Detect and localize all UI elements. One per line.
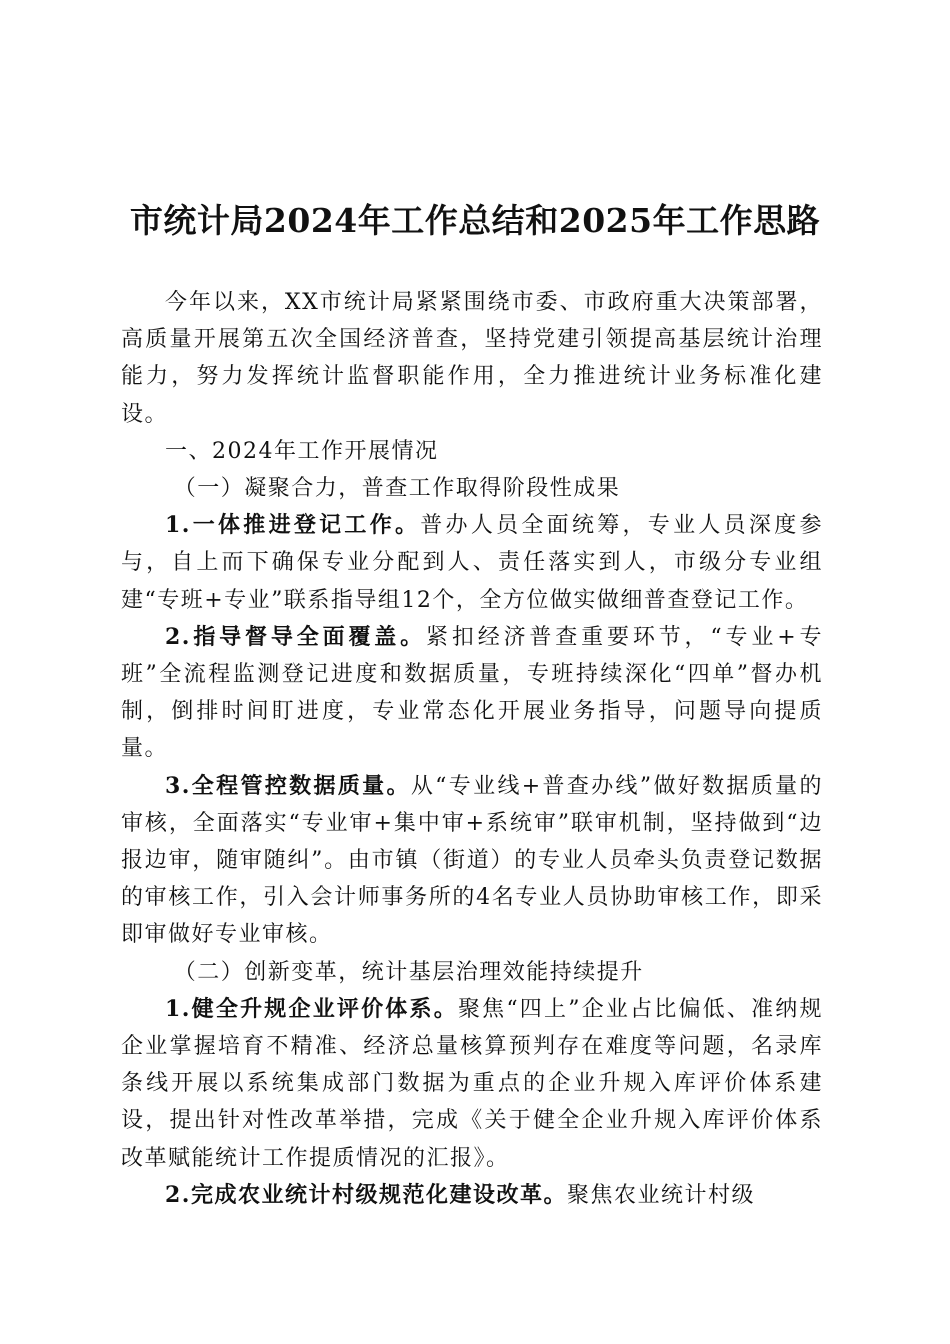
subsection-heading-2: （二）创新变革，统计基层治理效能持续提升	[173, 959, 644, 985]
item-text: 普办人员全面统筹，专业人员深度参与，自上而下确保专业分配到人、责任落实到人，市级分专业组建“专班+专业”联系指导组12个，全方位做实做细普查登记工作。	[121, 513, 823, 613]
document-body	[121, 284, 823, 1214]
intro-paragraph: 今年以来，XX市统计局紧紧围绕市委、市政府重大决策部署，高质量开展第五次全国经济普查，坚持党建引领提高基层统计治理能力，努力发挥统计监督职能作用，全力推进统计业务标准化建设。	[121, 290, 823, 427]
item-text: 聚焦农业统计村级	[566, 1182, 755, 1208]
section-heading-1: 一、2024年工作开展情况	[165, 438, 439, 464]
subsection-heading-1: （一）凝聚合力，普查工作取得阶段性成果	[173, 476, 621, 502]
item-lead: 3.全程管控数据质量。	[165, 772, 411, 799]
item-paragraph	[121, 619, 823, 768]
item-text: 紧扣经济普查重要环节，“专业+专班”全流程监测登记进度和数据质量，专班持续深化“四单”督办机制，倒排时间盯进度，专业常态化开展业务指导，问题导向提质量。	[121, 624, 824, 762]
item-lead: 1.一体推进登记工作。	[165, 512, 421, 539]
item-lead: 2.完成农业统计村级规范化建设改革。	[165, 1181, 567, 1208]
item-text: 聚焦“四上”企业占比偏低、准纳规企业掌握培育不精准、经济总量核算预判存在难度等问题，名录库条线开展以系统集成部门数据为重点的企业升规入库评价体系建设，提出针对性改革举措，完成《关于健全企业升规入库评价体系改革赋能统计工作提质情况的汇报》。	[121, 996, 824, 1171]
item-paragraph	[121, 1177, 823, 1214]
item-text: 从“专业线+普查办线”做好数据质量的审核，全面落实“专业审+集中审+系统审”联审机制，坚持做到“边报边审，随审随纠”。由市镇（街道）的专业人员牵头负责登记数据的审核工作，引入会计师事务所的4名专业人员协助审核工作，即采即审做好专业审核。	[121, 773, 823, 948]
item-lead: 2.指导督导全面覆盖。	[165, 623, 427, 650]
document-title: 市统计局2024年工作总结和2025年工作思路	[129, 201, 821, 240]
item-paragraph	[121, 768, 823, 954]
item-lead: 1.健全升规企业评价体系。	[165, 995, 458, 1022]
item-paragraph	[121, 991, 823, 1177]
item-paragraph	[121, 507, 823, 619]
